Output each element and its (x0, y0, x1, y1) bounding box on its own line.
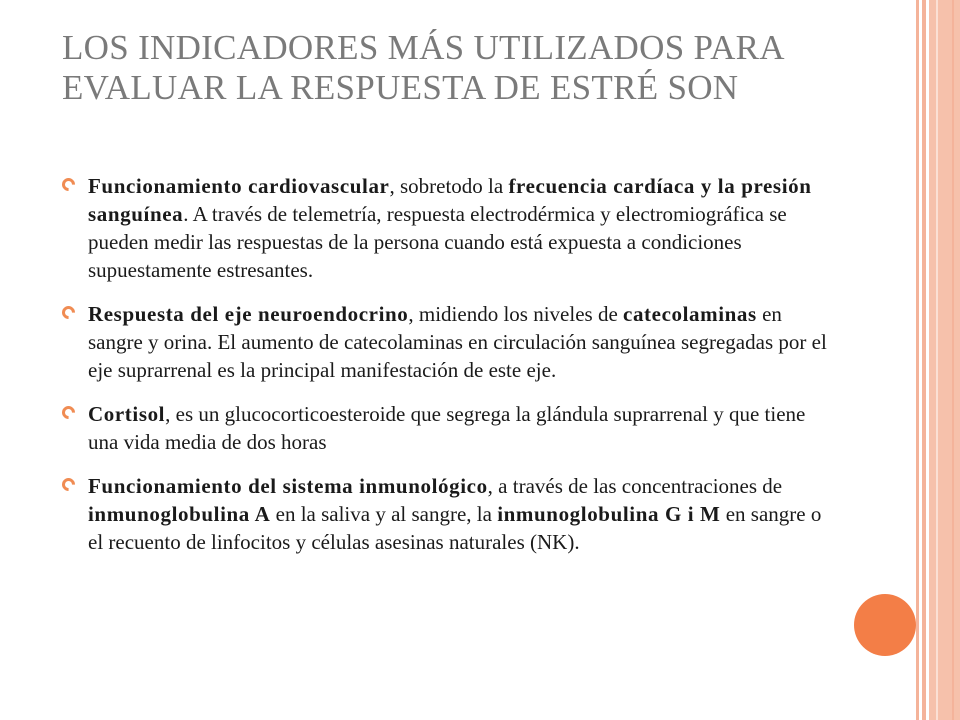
stripe (929, 0, 960, 720)
bold-text: inmunoglobulina G i M (497, 502, 721, 526)
list-item (62, 400, 832, 456)
bold-text: Respuesta del eje neuroendocrino (88, 302, 409, 326)
list-item (62, 300, 832, 384)
bullet-text (88, 300, 832, 384)
slide-title: LOS INDICADORES MÁS UTILIZADOS PARA EVALUAR LA RESPUESTA DE ESTRÉ SON (62, 28, 783, 107)
stripe (922, 0, 926, 720)
bullet-text (88, 400, 832, 456)
text: , sobretodo la (389, 174, 509, 198)
bullet-marker-icon (59, 175, 77, 193)
bullet-marker-icon (59, 403, 77, 421)
text: , midiendo los niveles de (408, 302, 624, 326)
bold-text: inmunoglobulina A (88, 502, 271, 526)
bullet-marker-icon (59, 303, 77, 321)
bullet-text (88, 472, 832, 556)
decorative-circle (854, 594, 916, 656)
stripe (936, 0, 938, 720)
bullet-list (62, 172, 832, 572)
bullet-marker-icon (59, 475, 77, 493)
list-item (62, 172, 832, 284)
decorative-stripes (916, 0, 960, 720)
text: . A través de telemetría, respuesta electrodérmica y electromiográfica se pueden medir las respuestas de la persona cuando está expuesta a condiciones supuestamente estresantes. (88, 202, 787, 282)
bullet-text (88, 172, 832, 284)
text: , a través de las concentraciones de (487, 474, 783, 498)
bold-text: frecuencia cardíaca y la presión sanguínea (88, 174, 812, 226)
text: en sangre o el recuento de linfocitos y células asesinas naturales (NK). (88, 502, 822, 554)
bold-text: Cortisol (88, 402, 166, 426)
list-item (62, 472, 832, 556)
stripe (916, 0, 919, 720)
stripe (952, 0, 954, 720)
bold-text: Funcionamiento cardiovascular (88, 174, 390, 198)
bold-text: Funcionamiento del sistema inmunológico (88, 474, 488, 498)
text: en sangre y orina. El aumento de catecolaminas en circulación sanguínea segregadas por el eje suprarrenal es la principal manifestación de este eje. (88, 302, 827, 382)
text: , es un glucocorticoesteroide que segrega la glándula suprarrenal y que tiene una vida media de dos horas (88, 402, 806, 454)
text: en la saliva y al sangre, la (270, 502, 498, 526)
bold-text: catecolaminas (623, 302, 757, 326)
